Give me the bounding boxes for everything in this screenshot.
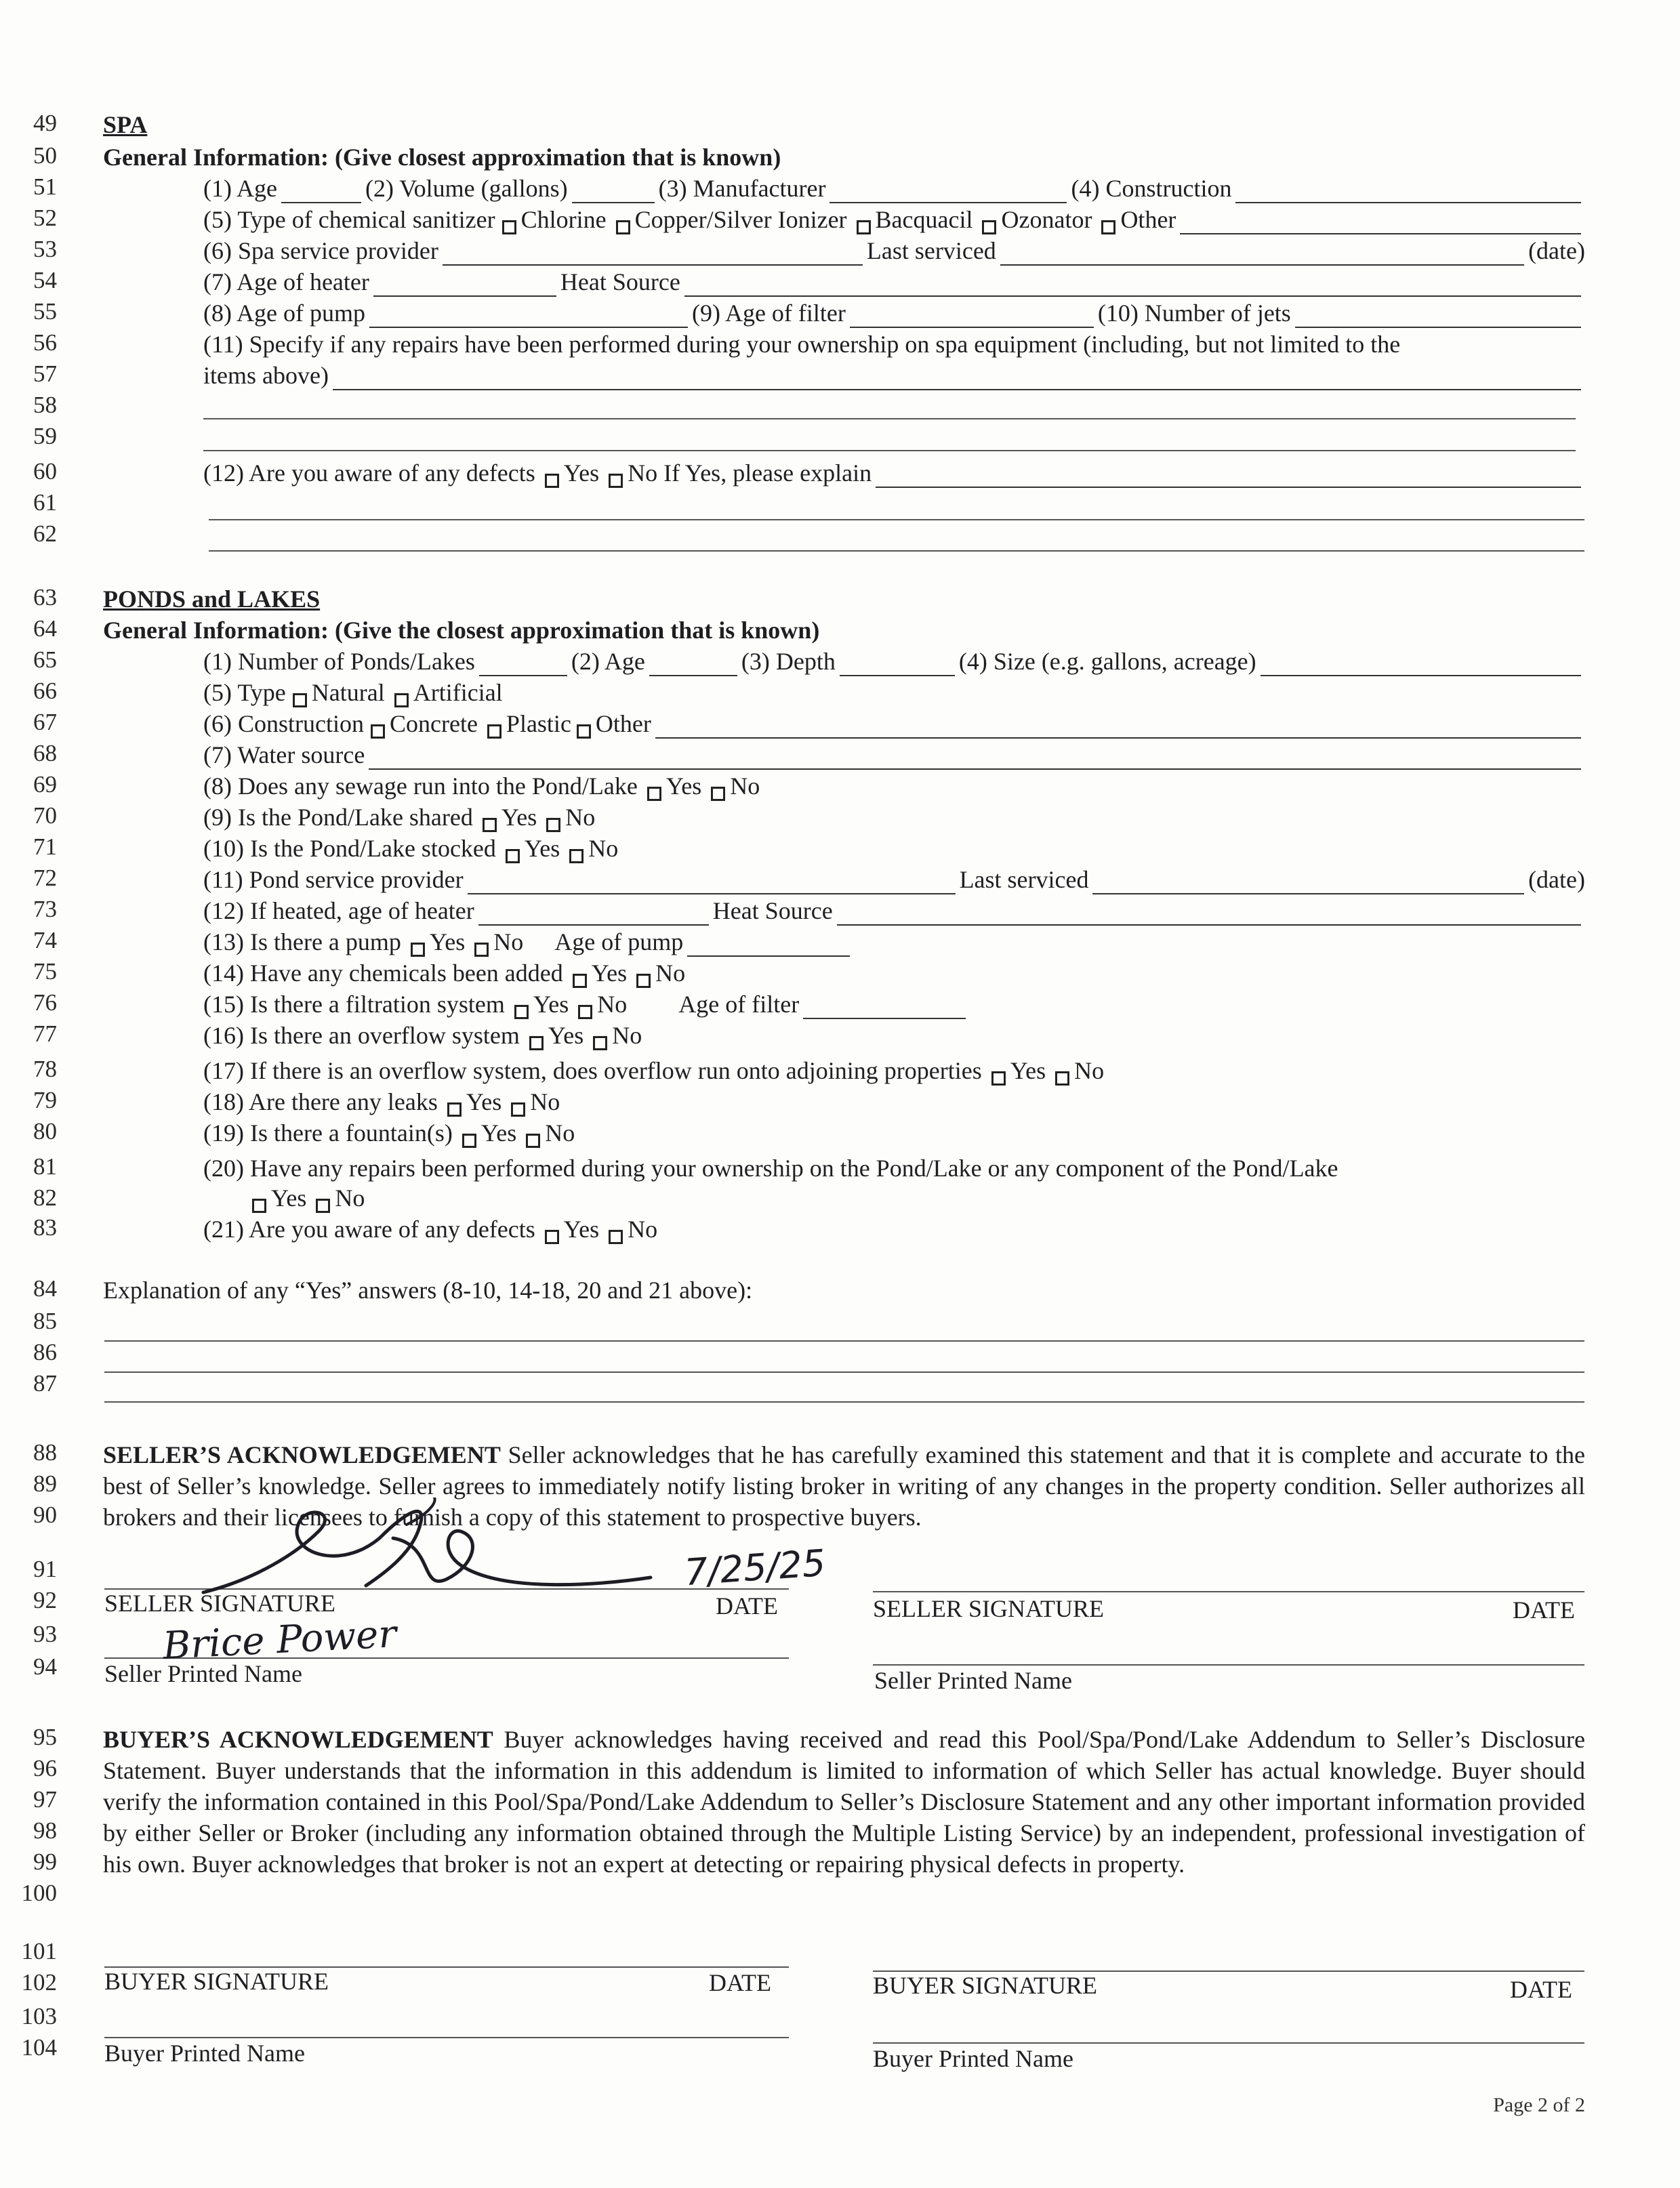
yes-label: Yes [524, 835, 560, 862]
buyer-printed-name-label: Buyer Printed Name [104, 2040, 305, 2067]
seller-ack-title: SELLER’S ACKNOWLEDGEMENT [103, 1441, 501, 1468]
stocked-label: (10) Is the Pond/Lake stocked [203, 835, 496, 862]
line-number: 70 [33, 802, 57, 829]
sewage-yes-checkbox[interactable] [647, 787, 661, 801]
line-number: 79 [33, 1087, 57, 1113]
other-construction-field[interactable] [655, 717, 1581, 739]
spa-construction-field[interactable] [1235, 182, 1581, 203]
bacquacil-label: Bacquacil [875, 206, 973, 233]
natural-label: Natural [311, 679, 385, 706]
ponds-row-82 [244, 1183, 1585, 1213]
line-number: 74 [33, 927, 57, 953]
chemicals-yes-checkbox[interactable] [573, 974, 587, 988]
spa-row-55 [203, 298, 1585, 328]
line-number: 88 [33, 1439, 57, 1466]
spa-explain-line[interactable] [209, 519, 1584, 520]
pond-filter-age-field[interactable] [803, 997, 966, 1019]
spa-date-label: (date) [1528, 237, 1585, 264]
no-label: No [545, 1119, 575, 1147]
ponds-row-72 [203, 865, 1585, 894]
overflow-label: (16) Is there an overflow system [203, 1022, 520, 1049]
fountain-yes-checkbox[interactable] [462, 1134, 476, 1148]
other-sanitizer-checkbox[interactable] [1101, 220, 1115, 234]
spa-repairs-question: (11) Specify if any repairs have been performed during your ownership on spa equipment (including, but not limited to the [203, 331, 1401, 358]
ponds-row-75 [203, 958, 1585, 988]
ponds-row-69 [203, 771, 1585, 801]
spa-defects-explain-field[interactable] [876, 466, 1581, 488]
filtration-no-checkbox[interactable] [578, 1005, 592, 1019]
ponds-number-label: (1) Number of Ponds/Lakes [203, 648, 475, 675]
spa-provider-label: (6) Spa service provider [203, 237, 438, 264]
line-number: 83 [33, 1214, 57, 1241]
ponds-general-info: General Information: (Give the closest approximation that is known) [103, 617, 820, 644]
no-label: No [597, 991, 628, 1018]
explanation-label: Explanation of any “Yes” answers (8-10, 14-18, 20 and 21 above): [103, 1277, 753, 1304]
page-footer: Page 2 of 2 [1493, 2094, 1585, 2116]
overflow-yes-checkbox[interactable] [529, 1036, 544, 1050]
ponds-row-67 [203, 709, 1585, 739]
fountain-no-checkbox[interactable] [526, 1134, 540, 1148]
line-number: 69 [33, 771, 57, 798]
no-label: No [655, 959, 686, 987]
spa-repairs-field[interactable] [333, 369, 1581, 390]
spa-row-54 [203, 267, 1585, 297]
yes-label: Yes [548, 1022, 584, 1049]
line-number: 93 [33, 1621, 57, 1647]
ponds-row-66 [203, 678, 1585, 707]
line-number: 75 [33, 958, 57, 985]
yes-label: Yes [480, 1119, 517, 1147]
line-number: 51 [33, 173, 57, 200]
line-number: 90 [33, 1502, 57, 1528]
line-number: 86 [33, 1339, 57, 1365]
buyer2-signature-label: BUYER SIGNATURE [873, 1972, 1098, 1999]
ponds-construction-label: (6) Construction [203, 710, 364, 737]
seller2-signature-line[interactable] [873, 1591, 1584, 1592]
line-number: 53 [33, 236, 57, 262]
ponds-depth-label: (3) Depth [741, 648, 836, 675]
concrete-checkbox[interactable] [371, 724, 385, 739]
spa-items-above-label: items above) [203, 362, 329, 389]
ponds-row-74 [203, 927, 1585, 957]
ozonator-checkbox[interactable] [982, 220, 996, 234]
line-number: 62 [33, 520, 57, 547]
yes-label: Yes [501, 804, 537, 831]
buyer-printed-name-line[interactable] [104, 2037, 789, 2038]
no-label: No [628, 1216, 658, 1243]
ponds-row-77 [203, 1020, 1585, 1050]
ozonator-label: Ozonator [1001, 206, 1092, 233]
line-number: 100 [21, 1880, 57, 1906]
spa-defects-no-checkbox[interactable] [609, 474, 623, 488]
line-number: 82 [33, 1184, 57, 1211]
spa-row-60 [203, 458, 1585, 488]
spa-heater-age-field[interactable] [373, 275, 556, 297]
line-number: 50 [33, 142, 57, 169]
line-number: 72 [33, 865, 57, 891]
leaks-label: (18) Are there any leaks [203, 1088, 438, 1115]
line-number: 55 [33, 298, 57, 325]
ponds-age-label: (2) Age [571, 648, 645, 675]
line-number: 61 [33, 489, 57, 516]
ponds-depth-field[interactable] [840, 655, 955, 676]
spa-filter-age-label: (9) Age of filter [691, 300, 846, 327]
line-number: 94 [33, 1653, 57, 1680]
buyer-ack-text: Buyer acknowledges having received and read this Pool/Spa/Pond/Lake Addendum to Seller’s Disclosure Statement. Buyer understands that the information in this addendum is limited to information of which Seller has actual knowledge. Buyer should verify the information contained in this Pool/Spa/Pond/Lake Addendum to Seller’s Disclosure Statement and any other important information provided by either Seller or Broker (including any information obtained through the Multiple Listing Service) by an independent, professional investigation of his own. Buyer acknowledges that broker is not an expert at detecting or repairing physical defects in property. [103, 1726, 1585, 1878]
ponds-number-field[interactable] [479, 655, 567, 676]
spa-last-serviced-field[interactable] [1000, 244, 1524, 266]
line-number: 98 [33, 1817, 57, 1844]
chemicals-no-checkbox[interactable] [636, 974, 651, 988]
pump-no-checkbox[interactable] [474, 943, 489, 957]
spa-defects-yes-label: Yes [563, 459, 600, 487]
spa-age-field[interactable] [281, 182, 361, 203]
ponds-row-65 [203, 646, 1585, 676]
no-label: No [335, 1184, 365, 1212]
line-number: 56 [33, 329, 57, 356]
seller-printed-name-label: Seller Printed Name [104, 1660, 302, 1687]
spa-manufacturer-field[interactable] [829, 182, 1067, 203]
filtration-label: (15) Is there a filtration system [203, 991, 505, 1018]
line-number: 87 [33, 1370, 57, 1397]
buyer-ack-title: BUYER’S ACKNOWLEDGEMENT [103, 1726, 493, 1753]
concrete-label: Concrete [389, 710, 478, 737]
other-sanitizer-field[interactable] [1180, 213, 1581, 234]
spa-pump-age-field[interactable] [369, 306, 688, 328]
spa-age-label: (1) Age [203, 175, 277, 202]
explanation-line[interactable] [104, 1371, 1584, 1373]
spa-row-53 [203, 236, 1585, 266]
handwritten-date: 7/25/25 [683, 1541, 827, 1594]
line-number: 49 [33, 110, 57, 136]
spa-volume-label: (2) Volume (gallons) [365, 175, 568, 202]
line-number: 84 [33, 1275, 57, 1302]
leaks-no-checkbox[interactable] [511, 1102, 525, 1117]
line-number: 102 [21, 1969, 57, 1996]
line-number: 81 [33, 1153, 57, 1180]
spa-heading: SPA [103, 111, 148, 138]
no-label: No [530, 1088, 560, 1115]
no-label: No [612, 1022, 642, 1049]
spa-defects-no-label: No If Yes, please explain [628, 459, 872, 487]
spa-pump-age-label: (8) Age of pump [203, 300, 365, 327]
pond-repairs-yes-checkbox[interactable] [252, 1199, 266, 1213]
spa-defects-label: (12) Are you aware of any defects [203, 459, 535, 487]
pond-pump-age-label: Age of pump [554, 928, 684, 955]
ponds-row-70 [203, 802, 1585, 832]
shared-label: (9) Is the Pond/Lake shared [203, 804, 473, 831]
ponds-row-76 [203, 989, 1585, 1019]
artificial-checkbox[interactable] [394, 693, 409, 707]
pond-last-serviced-field[interactable] [1092, 873, 1524, 894]
chlorine-label: Chlorine [520, 206, 607, 233]
ponds-heading: PONDS and LAKES [103, 585, 321, 613]
filtration-yes-checkbox[interactable] [514, 1005, 529, 1019]
line-number: 103 [21, 2003, 57, 2029]
spa-filter-age-field[interactable] [850, 306, 1094, 328]
spa-repairs-line[interactable] [203, 418, 1576, 419]
overflow-adjoining-label: (17) If there is an overflow system, does overflow run onto adjoining properties [203, 1057, 982, 1084]
line-number: 65 [33, 646, 57, 673]
pond-defects-yes-checkbox[interactable] [545, 1230, 559, 1244]
buyer-acknowledgement [103, 1724, 1585, 1880]
chemicals-label: (14) Have any chemicals been added [203, 959, 563, 987]
pond-last-serviced-label: Last serviced [959, 866, 1089, 893]
line-number: 58 [33, 392, 57, 418]
seller-signature-label: SELLER SIGNATURE [104, 1590, 335, 1617]
no-label: No [730, 772, 760, 800]
explanation-line[interactable] [104, 1401, 1584, 1403]
spa-heat-source-field[interactable] [684, 275, 1581, 297]
spa-jets-field[interactable] [1295, 306, 1581, 328]
natural-checkbox[interactable] [293, 693, 307, 707]
line-number: 57 [33, 360, 57, 387]
spa-manufacturer-label: (3) Manufacturer [658, 175, 826, 202]
ponds-size-field[interactable] [1261, 655, 1581, 676]
bacquacil-checkbox[interactable] [857, 220, 871, 234]
spa-general-info: General Information: (Give closest approximation that is known) [103, 144, 781, 171]
other-construction-checkbox[interactable] [577, 724, 591, 739]
water-source-label: (7) Water source [203, 741, 365, 768]
pond-repairs-question: (20) Have any repairs been performed during your ownership on the Pond/Lake or any component of the Pond/Lake [203, 1155, 1338, 1182]
pond-date-label: (date) [1528, 866, 1585, 893]
chlorine-checkbox[interactable] [502, 220, 516, 234]
spa-row-52 [203, 205, 1585, 234]
seller-handwritten-signature [163, 1498, 678, 1606]
line-number: 97 [33, 1786, 57, 1813]
line-number: 99 [33, 1849, 57, 1875]
fountain-label: (19) Is there a fountain(s) [203, 1119, 453, 1147]
buyer-date-label: DATE [709, 1969, 771, 1996]
spa-jets-label: (10) Number of jets [1097, 300, 1291, 327]
water-source-field[interactable] [369, 748, 1581, 770]
spa-explain-line[interactable] [209, 550, 1584, 552]
pond-pump-age-field[interactable] [687, 935, 850, 957]
line-number: 66 [33, 678, 57, 704]
pond-heater-age-label: (12) If heated, age of heater [203, 897, 474, 924]
ponds-row-78 [203, 1056, 1585, 1086]
line-number: 92 [33, 1587, 57, 1613]
artificial-label: Artificial [413, 679, 503, 706]
line-number: 59 [33, 423, 57, 449]
other-sanitizer-label: Other [1120, 206, 1176, 233]
yes-label: Yes [1010, 1057, 1046, 1084]
yes-label: Yes [563, 1216, 600, 1243]
buyer2-date-label: DATE [1510, 1976, 1572, 2003]
stocked-yes-checkbox[interactable] [506, 849, 520, 863]
spa-construction-label: (4) Construction [1071, 175, 1232, 202]
seller2-printed-name-label: Seller Printed Name [874, 1667, 1072, 1694]
overflow-adjoining-yes-checkbox[interactable] [991, 1071, 1006, 1086]
pump-label: (13) Is there a pump [203, 928, 401, 955]
ponds-row-79 [203, 1087, 1585, 1117]
line-number: 96 [33, 1755, 57, 1781]
ponds-size-label: (4) Size (e.g. gallons, acreage) [958, 648, 1256, 675]
ponds-row-71 [203, 833, 1585, 863]
no-label: No [588, 835, 619, 862]
line-number: 89 [33, 1470, 57, 1497]
stocked-no-checkbox[interactable] [569, 849, 583, 863]
seller-date-label: DATE [716, 1592, 778, 1619]
line-number: 67 [33, 709, 57, 735]
pond-provider-label: (11) Pond service provider [203, 866, 464, 893]
pond-repairs-no-checkbox[interactable] [316, 1199, 330, 1213]
line-number: 85 [33, 1308, 57, 1334]
spa-heat-source-label: Heat Source [560, 268, 680, 295]
ponds-row-73 [203, 896, 1585, 926]
ponds-row-80 [203, 1118, 1585, 1148]
no-label: No [1074, 1057, 1105, 1084]
spa-sanitizer-label: (5) Type of chemical sanitizer [203, 206, 495, 233]
seller2-signature-label: SELLER SIGNATURE [873, 1595, 1104, 1622]
yes-label: Yes [429, 928, 466, 955]
line-number: 54 [33, 267, 57, 293]
line-number: 63 [33, 584, 57, 611]
pond-provider-field[interactable] [468, 873, 956, 894]
explanation-line[interactable] [104, 1340, 1584, 1342]
ponds-type-label: (5) Type [203, 679, 286, 706]
ponds-age-field[interactable] [649, 655, 737, 676]
spa-row-51 [203, 173, 1585, 203]
seller2-printed-name-line[interactable] [873, 1664, 1584, 1666]
line-number: 77 [33, 1020, 57, 1047]
ponds-row-68 [203, 740, 1585, 770]
seller2-date-label: DATE [1513, 1596, 1575, 1624]
yes-label: Yes [665, 772, 702, 800]
overflow-no-checkbox[interactable] [593, 1036, 607, 1050]
line-number: 78 [33, 1056, 57, 1082]
line-number: 64 [33, 615, 57, 642]
handwritten-printed-name: Brice Power [161, 1612, 398, 1668]
sewage-label: (8) Does any sewage run into the Pond/Lake [203, 772, 638, 800]
other-construction-label: Other [595, 710, 651, 737]
spa-last-serviced-label: Last serviced [866, 237, 996, 264]
line-number: 68 [33, 740, 57, 766]
line-number: 76 [33, 989, 57, 1016]
yes-label: Yes [466, 1088, 502, 1115]
yes-label: Yes [271, 1184, 307, 1212]
spa-repairs-line[interactable] [203, 450, 1576, 451]
yes-label: Yes [591, 959, 628, 987]
spa-row-57 [203, 360, 1585, 390]
pond-heat-source-label: Heat Source [712, 897, 833, 924]
spa-defects-yes-checkbox[interactable] [545, 474, 559, 488]
line-number: 60 [33, 458, 57, 484]
buyer2-printed-name-label: Buyer Printed Name [873, 2045, 1073, 2072]
yes-label: Yes [533, 991, 569, 1018]
pond-defects-no-checkbox[interactable] [609, 1230, 623, 1244]
no-label: No [493, 928, 524, 955]
seller-ack-text: Seller acknowledges that he has carefully examined this statement and that it is complete and accurate to the best of Seller’s knowledge. Seller agrees to immediately notify listing broker in writing of any changes in the property condition. Seller authorizes all brokers and their licensees to furnish a copy of this statement to prospective buyers. [103, 1441, 1586, 1531]
overflow-adjoining-no-checkbox[interactable] [1055, 1071, 1069, 1086]
shared-no-checkbox[interactable] [546, 818, 560, 832]
plastic-label: Plastic [506, 710, 571, 737]
line-number: 101 [21, 1938, 57, 1964]
pond-filter-age-label: Age of filter [678, 991, 800, 1018]
pond-heater-age-field[interactable] [478, 904, 709, 926]
line-number: 73 [33, 896, 57, 922]
line-number: 95 [33, 1724, 57, 1750]
pond-heat-source-field[interactable] [837, 904, 1581, 926]
copper-silver-checkbox[interactable] [616, 220, 630, 234]
line-number: 80 [33, 1118, 57, 1144]
plastic-checkbox[interactable] [487, 724, 501, 739]
shared-yes-checkbox[interactable] [483, 818, 497, 832]
line-number: 104 [21, 2034, 57, 2061]
spa-volume-field[interactable] [572, 182, 655, 203]
copper-silver-label: Copper/Silver Ionizer [634, 206, 847, 233]
spa-provider-field[interactable] [443, 244, 863, 266]
no-label: No [565, 804, 596, 831]
buyer-signature-label: BUYER SIGNATURE [104, 1968, 329, 1995]
pond-defects-label: (21) Are you aware of any defects [203, 1216, 535, 1243]
spa-heater-age-label: (7) Age of heater [203, 268, 369, 295]
line-number: 91 [33, 1556, 57, 1582]
line-number: 52 [33, 205, 57, 231]
buyer2-printed-name-line[interactable] [873, 2042, 1584, 2044]
leaks-yes-checkbox[interactable] [447, 1102, 462, 1117]
line-number: 71 [33, 833, 57, 860]
sewage-no-checkbox[interactable] [711, 787, 725, 801]
ponds-row-83 [203, 1214, 1585, 1244]
pump-yes-checkbox[interactable] [411, 943, 425, 957]
